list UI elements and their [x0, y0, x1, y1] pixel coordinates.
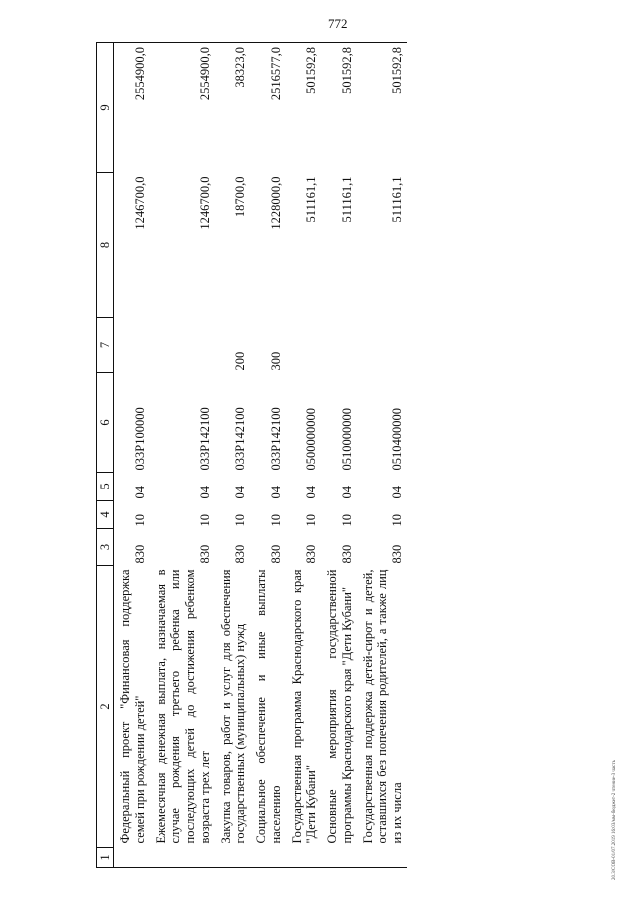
column-header: 8 [97, 173, 114, 318]
cell-code: 300 [268, 351, 283, 371]
cell-code: 04 [304, 486, 318, 499]
cell-code: 10 [304, 514, 318, 527]
column-header: 3 [97, 529, 114, 566]
column-header: 5 [97, 473, 114, 501]
cell-amount: 1246700,0 [197, 176, 212, 230]
table-row [150, 43, 215, 868]
rotated-budget-table [96, 43, 536, 868]
cell-code: 04 [389, 486, 404, 499]
row-name: Государственная поддержка детей-сирот и детей, оставшихся без попечения родителей, а также лиц из их числа [360, 569, 404, 844]
cell-amount: 501592,8 [357, 43, 407, 173]
table-row [357, 43, 407, 868]
cell-code [150, 318, 215, 373]
cell-code: 830 [233, 544, 247, 564]
cell-amount: 511161,1 [389, 176, 404, 223]
page-number: 772 [328, 16, 348, 31]
cell-amount: 501592,8 [286, 43, 322, 173]
table-header-row [97, 43, 114, 868]
cell-code: 830 [389, 544, 404, 564]
row-name: Социальное обеспечение и иные выплаты населению [254, 569, 283, 844]
cell-amount: 18700,0 [233, 176, 247, 218]
column-header: 4 [97, 501, 114, 529]
cell-amount: 2554900,0 [150, 43, 215, 173]
cell-code: 04 [268, 486, 283, 499]
cell-code: 04 [197, 486, 212, 499]
row-name: Государственная программа Краснодарского края "Дети Кубани" [289, 569, 319, 844]
cell-amount: 501592,8 [321, 43, 357, 173]
table-row [114, 43, 150, 868]
cell-code [321, 318, 357, 373]
cell-amount: 2516577,0 [250, 43, 286, 173]
cell-code: 04 [339, 486, 354, 499]
row-name: Закупка товаров, работ и услуг для обеспечения государственных (муниципальных) нужд [218, 569, 248, 844]
cell-code: 830 [197, 544, 212, 564]
row-name: Основные мероприятия государственной программы Краснодарского края "Дети Кубани" [325, 569, 354, 844]
cell-code [286, 318, 322, 373]
cell-amount: 2554900,0 [114, 43, 150, 173]
table-row [286, 43, 322, 868]
cell-code: 830 [268, 544, 283, 564]
cell-amount: 1228000,0 [268, 176, 283, 230]
cell-code: 200 [233, 351, 247, 371]
cell-code [357, 318, 407, 373]
cell-code: 830 [132, 544, 147, 564]
cell-amount: 511161,1 [339, 176, 354, 223]
column-header: 6 [97, 373, 114, 473]
cell-code: 830 [339, 544, 354, 564]
column-header: 2 [97, 566, 114, 848]
cell-code: 0510000000 [339, 408, 354, 471]
cell-code: 0510400000 [389, 408, 404, 471]
cell-code [114, 318, 150, 373]
table-row [321, 43, 357, 868]
cell-amount: 1246700,0 [132, 176, 147, 230]
cell-code: 033P100000 [132, 407, 147, 471]
column-header: 9 [97, 43, 114, 173]
cell-code: 04 [132, 486, 147, 499]
cell-amount: 38323,0 [215, 43, 251, 173]
cell-code: 033P142100 [197, 407, 212, 471]
row-name: Ежемесячная денежная выплата, назначаемая в случае рождения третьего ребенка или последующих детей до достижения ребенком возраста трех лет [153, 569, 212, 844]
cell-code: 04 [233, 486, 247, 499]
column-header: 1 [97, 848, 114, 868]
cell-code: 10 [339, 514, 354, 527]
cell-code: 033P142100 [268, 407, 283, 471]
cell-code: 10 [389, 514, 404, 527]
cell-code: 10 [132, 514, 147, 527]
cell-code: 0500000000 [304, 408, 318, 471]
cell-code: 033P142100 [233, 407, 247, 471]
document-footer-note: 20.3/СОВ-01/07.2019 16:03/мм-бюджет-2 чтение-3 часть [612, 760, 617, 880]
column-header: 7 [97, 318, 114, 373]
cell-code: 10 [268, 514, 283, 527]
cell-code: 10 [197, 514, 212, 527]
row-name: Федеральный проект "Финансовая поддержка семей при рождении детей" [118, 569, 147, 844]
table-row [215, 43, 251, 868]
cell-code: 830 [304, 544, 318, 564]
table-row [250, 43, 286, 868]
cell-amount: 511161,1 [304, 176, 318, 223]
cell-code: 10 [233, 514, 247, 527]
budget-table [96, 42, 407, 868]
